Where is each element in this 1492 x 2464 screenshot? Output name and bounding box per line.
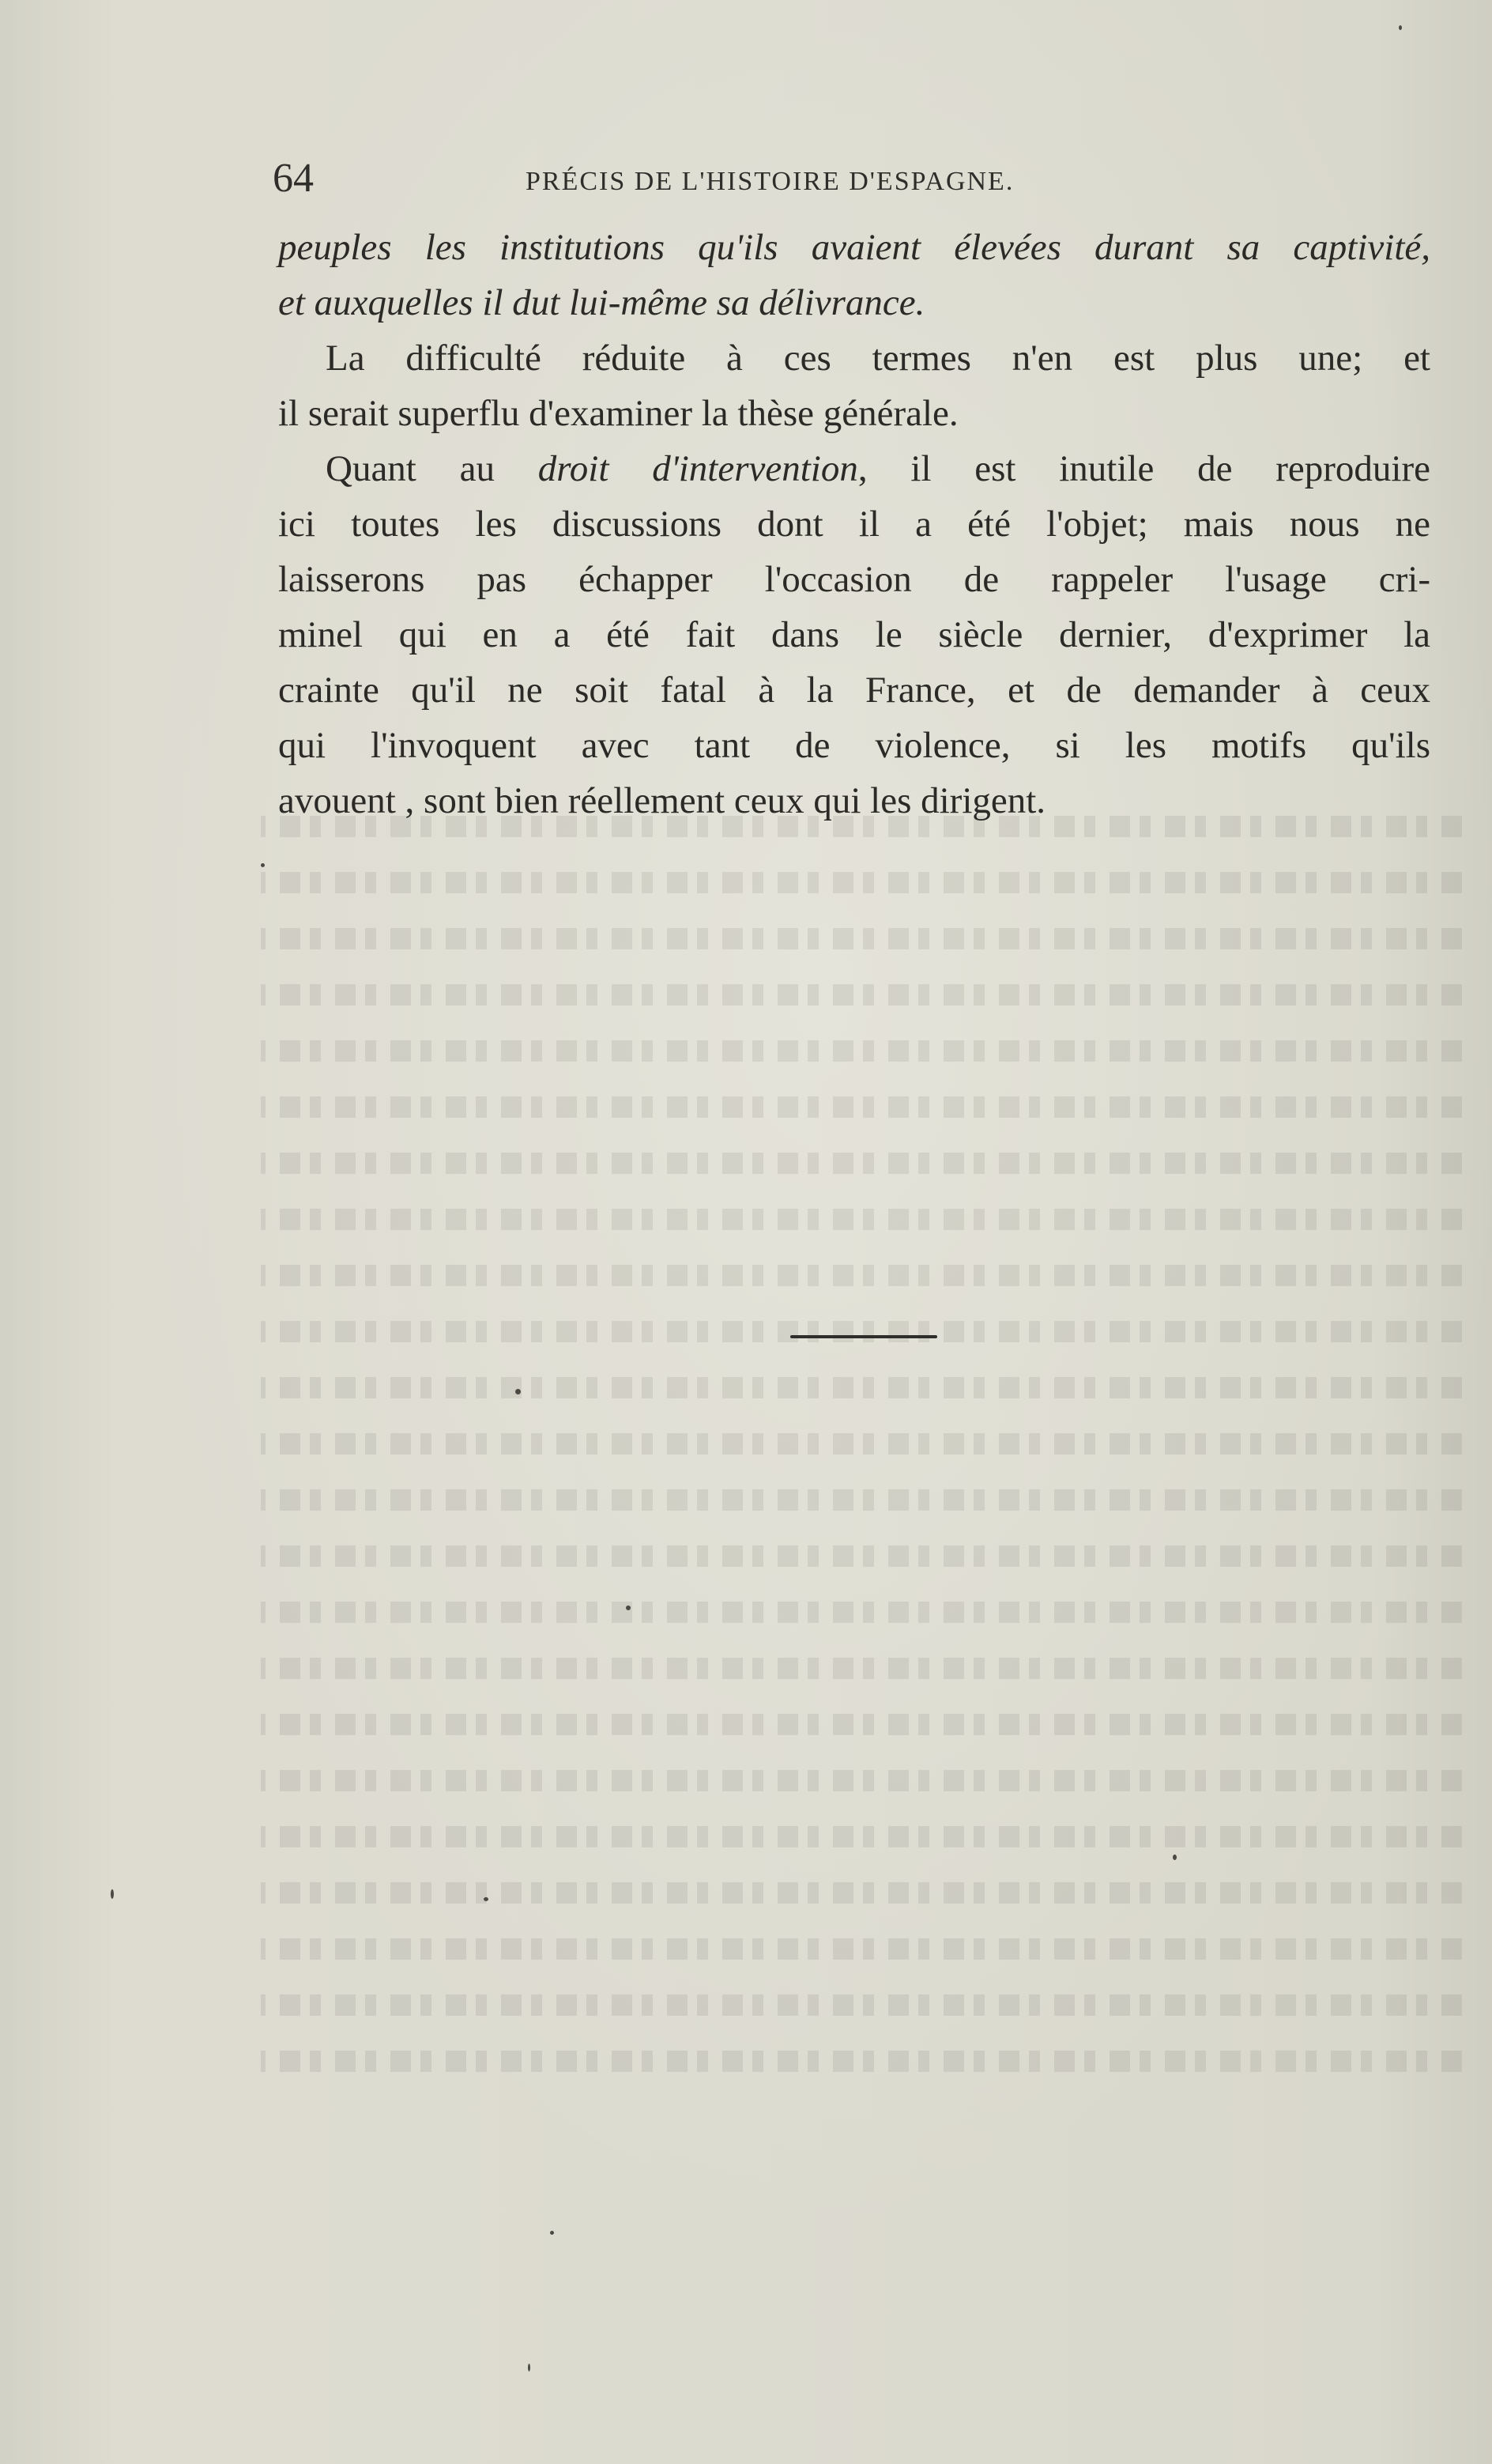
paper-speck (515, 1389, 521, 1394)
paper-speck (626, 1606, 631, 1610)
paragraph-3 (278, 441, 1430, 828)
paper-speck (1173, 1855, 1177, 1860)
paper-speck (484, 1897, 488, 1901)
paragraph-1 (278, 220, 1430, 330)
end-rule-divider (790, 1335, 937, 1338)
page-number: 64 (273, 156, 314, 201)
paper-speck (1399, 25, 1402, 30)
paper-speck (261, 863, 265, 867)
text-line (278, 441, 1430, 496)
italic-term: droit d'intervention (537, 448, 858, 489)
text-line: peuples les institutions qu'ils avaient élevées durant sa captivité, (278, 227, 1430, 268)
paper-speck (550, 2231, 554, 2235)
text-line: ici toutes les discussions dont il a été l'objet; mais nous ne (278, 504, 1430, 545)
text-line: il serait superflu d'examiner la thèse générale. (278, 393, 959, 434)
text-line: crainte qu'il ne soit fatal à la France, et de demander à ceux (278, 670, 1430, 711)
page-header (273, 153, 1426, 209)
body-text (278, 220, 1430, 828)
text-run: , il est inutile de reproduire (857, 448, 1430, 489)
text-line: minel qui en a été fait dans le siècle dernier, d'exprimer la (278, 614, 1430, 655)
bleed-through-texture (261, 798, 1462, 2142)
text-line: laisserons pas échapper l'occasion de rappeler l'usage cri- (278, 559, 1430, 600)
running-title: PRÉCIS DE L'HISTOIRE D'ESPAGNE. (526, 167, 1015, 196)
paper-speck (111, 1889, 114, 1899)
text-line: avouent , sont bien réellement ceux qui les dirigent. (278, 780, 1046, 821)
text-line: qui l'invoquent avec tant de violence, si les motifs qu'ils (278, 725, 1430, 766)
text-line: et auxquelles il dut lui-même sa délivrance. (278, 282, 925, 323)
text-line: La difficulté réduite à ces termes n'en est plus une; et (326, 338, 1430, 379)
paragraph-2 (278, 330, 1430, 441)
text-run: Quant au (326, 448, 538, 489)
paper-speck (528, 2364, 530, 2372)
